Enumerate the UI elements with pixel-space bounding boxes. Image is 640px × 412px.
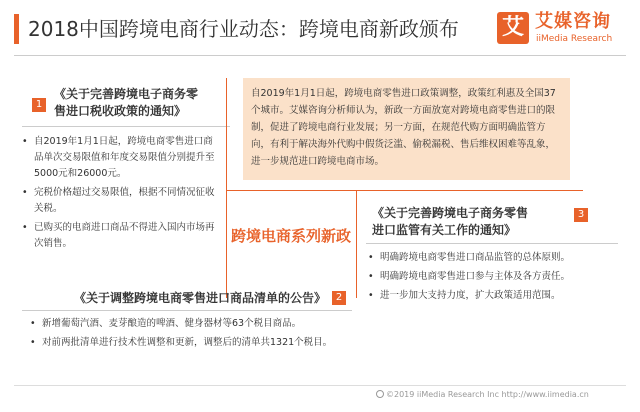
section2-badge: 2 — [332, 291, 346, 305]
section2-title: 《关于调整跨境电商零售进口商品清单的公告》 — [74, 291, 327, 305]
header-divider — [14, 55, 626, 56]
footer-divider — [14, 385, 626, 386]
brand-logo — [497, 12, 629, 48]
logo-name: 艾媒咨询 — [535, 11, 611, 32]
section1-badge: 1 — [32, 98, 46, 112]
logo-mark: 艾 — [497, 12, 529, 44]
logo-subtitle: iiMedia Research — [536, 34, 613, 44]
list-item: • 明确跨境电商零售进口参与主体及各方责任。 — [366, 269, 618, 285]
section3-list — [366, 250, 618, 304]
list-item: • 对前两批清单进行技术性调整和更新，调整后的清单共1321个税目。 — [28, 335, 354, 351]
title-accent-bar — [14, 14, 19, 44]
section3-divider — [366, 243, 618, 244]
list-item: • 明确跨境电商零售进口商品监管的总体原则。 — [366, 250, 618, 266]
list-item: • 进一步加大支持力度，扩大政策适用范围。 — [366, 288, 618, 304]
section1-divider — [22, 126, 230, 127]
page-title: 2018中国跨境电商行业动态：跨境电商新政颁布 — [28, 17, 459, 41]
list-item: • 完税价格超过交易限值，根据不同情况征收关税。 — [20, 185, 220, 217]
section3-badge: 3 — [574, 208, 588, 222]
globe-icon — [376, 390, 384, 398]
section1-title-line1: 《关于完善跨境电子商务零 — [54, 87, 199, 101]
summary-text: 自2019年1月1日起，跨境电商零售进口政策调整，政策红利惠及全国37个城市。艾媒咨询分析师认为，新政一方面放宽对跨境电商零售进口的限制，促进了跨境电商行业发展；另一方面，在规范代购方面明确监管方向，有利于解决海外代购中假货泛滥、偷税漏税、售后维权困难等乱象，进一步规范进口跨境电商市场。 — [251, 88, 556, 167]
section2-list — [28, 316, 354, 351]
connector-vertical-left — [226, 78, 227, 298]
section1-title — [54, 86, 224, 120]
footer-text: ©2019 iiMedia Research Inc http://www.iimedia.cn — [386, 390, 589, 399]
connector-horizontal — [226, 190, 583, 191]
center-title: 跨境电商系列新政 — [230, 227, 351, 245]
connector-vertical-right — [356, 190, 357, 298]
section3-title — [372, 205, 572, 239]
section3-title-line1: 《关于完善跨境电子商务零售 — [372, 206, 529, 220]
section2-divider — [22, 310, 352, 311]
section3-title-line2: 进口监管有关工作的通知》 — [372, 223, 517, 237]
list-item: • 已购买的电商进口商品不得进入国内市场再次销售。 — [20, 220, 220, 252]
list-item: • 自2019年1月1日起，跨境电商零售进口商品单次交易限值和年度交易限值分别提升至5000元和26000元。 — [20, 134, 220, 182]
list-item: • 新增葡萄汽酒、麦芽酿造的啤酒、健身器材等63个税目商品。 — [28, 316, 354, 332]
section1-list — [20, 134, 220, 252]
section1-title-line2: 售进口税收政策的通知》 — [54, 104, 187, 118]
